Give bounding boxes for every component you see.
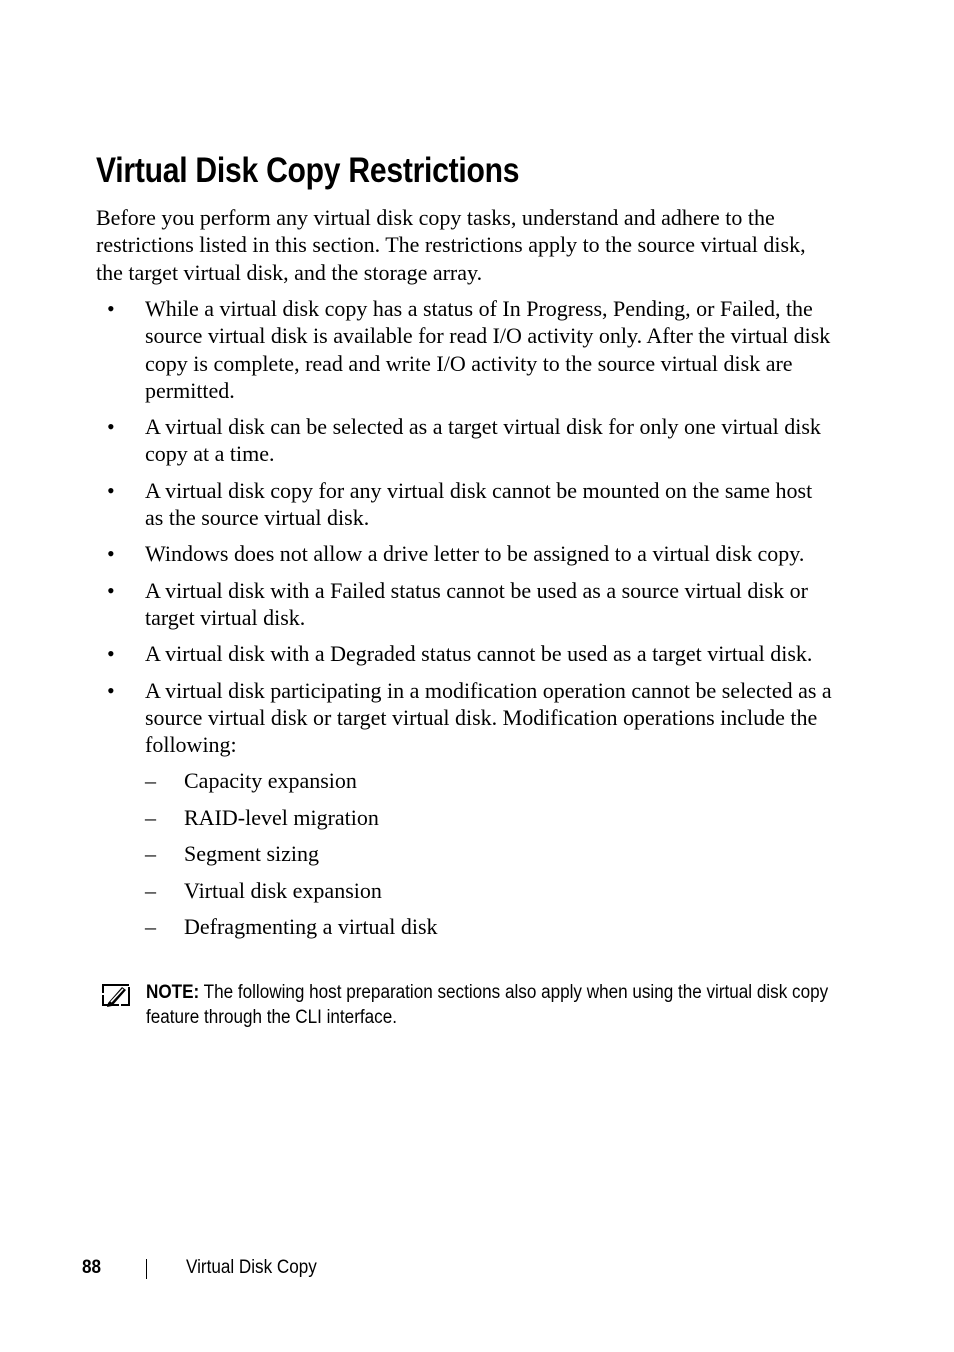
- dash-icon: –: [145, 914, 156, 940]
- note-callout: [100, 980, 829, 1030]
- note-pencil-icon: [100, 982, 132, 1008]
- bullet-icon: •: [107, 577, 115, 603]
- sub-list-item-text: Segment sizing: [184, 841, 320, 867]
- list-item: [96, 640, 836, 667]
- page-title: Virtual Disk Copy Restrictions: [96, 151, 520, 190]
- sub-list-item: [145, 877, 836, 904]
- footer-section-title: Virtual Disk Copy: [186, 1257, 317, 1278]
- modification-operations-list: [145, 767, 836, 940]
- list-item: [96, 677, 836, 941]
- page-number: 88: [82, 1257, 102, 1278]
- bullet-icon: •: [107, 414, 115, 440]
- bullet-icon: •: [107, 477, 115, 503]
- sub-list-item-text: Capacity expansion: [184, 768, 357, 794]
- bullet-icon: •: [107, 677, 115, 703]
- list-item-text: A virtual disk with a Degraded status cannot be used as a target virtual disk.: [145, 641, 813, 667]
- list-item-text: A virtual disk participating in a modification operation cannot be selected as a source virtual disk or target virtual disk. Modification operations include the following:: [145, 677, 832, 758]
- bullet-icon: •: [107, 541, 115, 567]
- intro-paragraph: Before you perform any virtual disk copy tasks, understand and adhere to the restrictions listed in this section. The restrictions apply to the source virtual disk, the target virtual disk, and the storage array.: [96, 205, 806, 285]
- note-label: NOTE:: [146, 982, 200, 1003]
- restrictions-list: [96, 295, 836, 950]
- sub-list-item-text: RAID-level migration: [184, 804, 379, 830]
- note-text: The following host preparation sections also apply when using the virtual disk copy feature through the CLI interface.: [146, 982, 829, 1028]
- list-item-text: A virtual disk copy for any virtual disk cannot be mounted on the same host as the source virtual disk.: [145, 477, 813, 531]
- list-item: [96, 540, 836, 567]
- footer-divider: [146, 1259, 147, 1279]
- bullet-icon: •: [107, 296, 115, 321]
- sub-list-item-text: Defragmenting a virtual disk: [184, 914, 438, 940]
- dash-icon: –: [145, 841, 156, 867]
- list-item-text: Windows does not allow a drive letter to be assigned to a virtual disk copy.: [145, 541, 805, 567]
- sub-list-item: [145, 804, 836, 831]
- dash-icon: –: [145, 768, 156, 794]
- dash-icon: –: [145, 877, 156, 903]
- list-item: [96, 577, 836, 632]
- sub-list-item: [145, 913, 836, 940]
- dash-icon: –: [145, 804, 156, 830]
- list-item: [96, 413, 836, 468]
- list-item: [96, 477, 836, 532]
- list-item-text: A virtual disk can be selected as a target virtual disk for only one virtual disk copy at a time.: [145, 414, 821, 467]
- list-item: [96, 295, 836, 404]
- bullet-icon: •: [107, 641, 115, 667]
- list-item-text: While a virtual disk copy has a status of In Progress, Pending, or Failed, the source virtual disk is available for read I/O activity only. After the virtual disk copy is complete, read and write I/O activity to the source virtual disk are permitted.: [145, 296, 831, 403]
- sub-list-item: [145, 767, 836, 794]
- sub-list-item-text: Virtual disk expansion: [184, 877, 382, 903]
- sub-list-item: [145, 840, 836, 867]
- list-item-text: A virtual disk with a Failed status cannot be used as a source virtual disk or target virtual disk.: [145, 577, 808, 630]
